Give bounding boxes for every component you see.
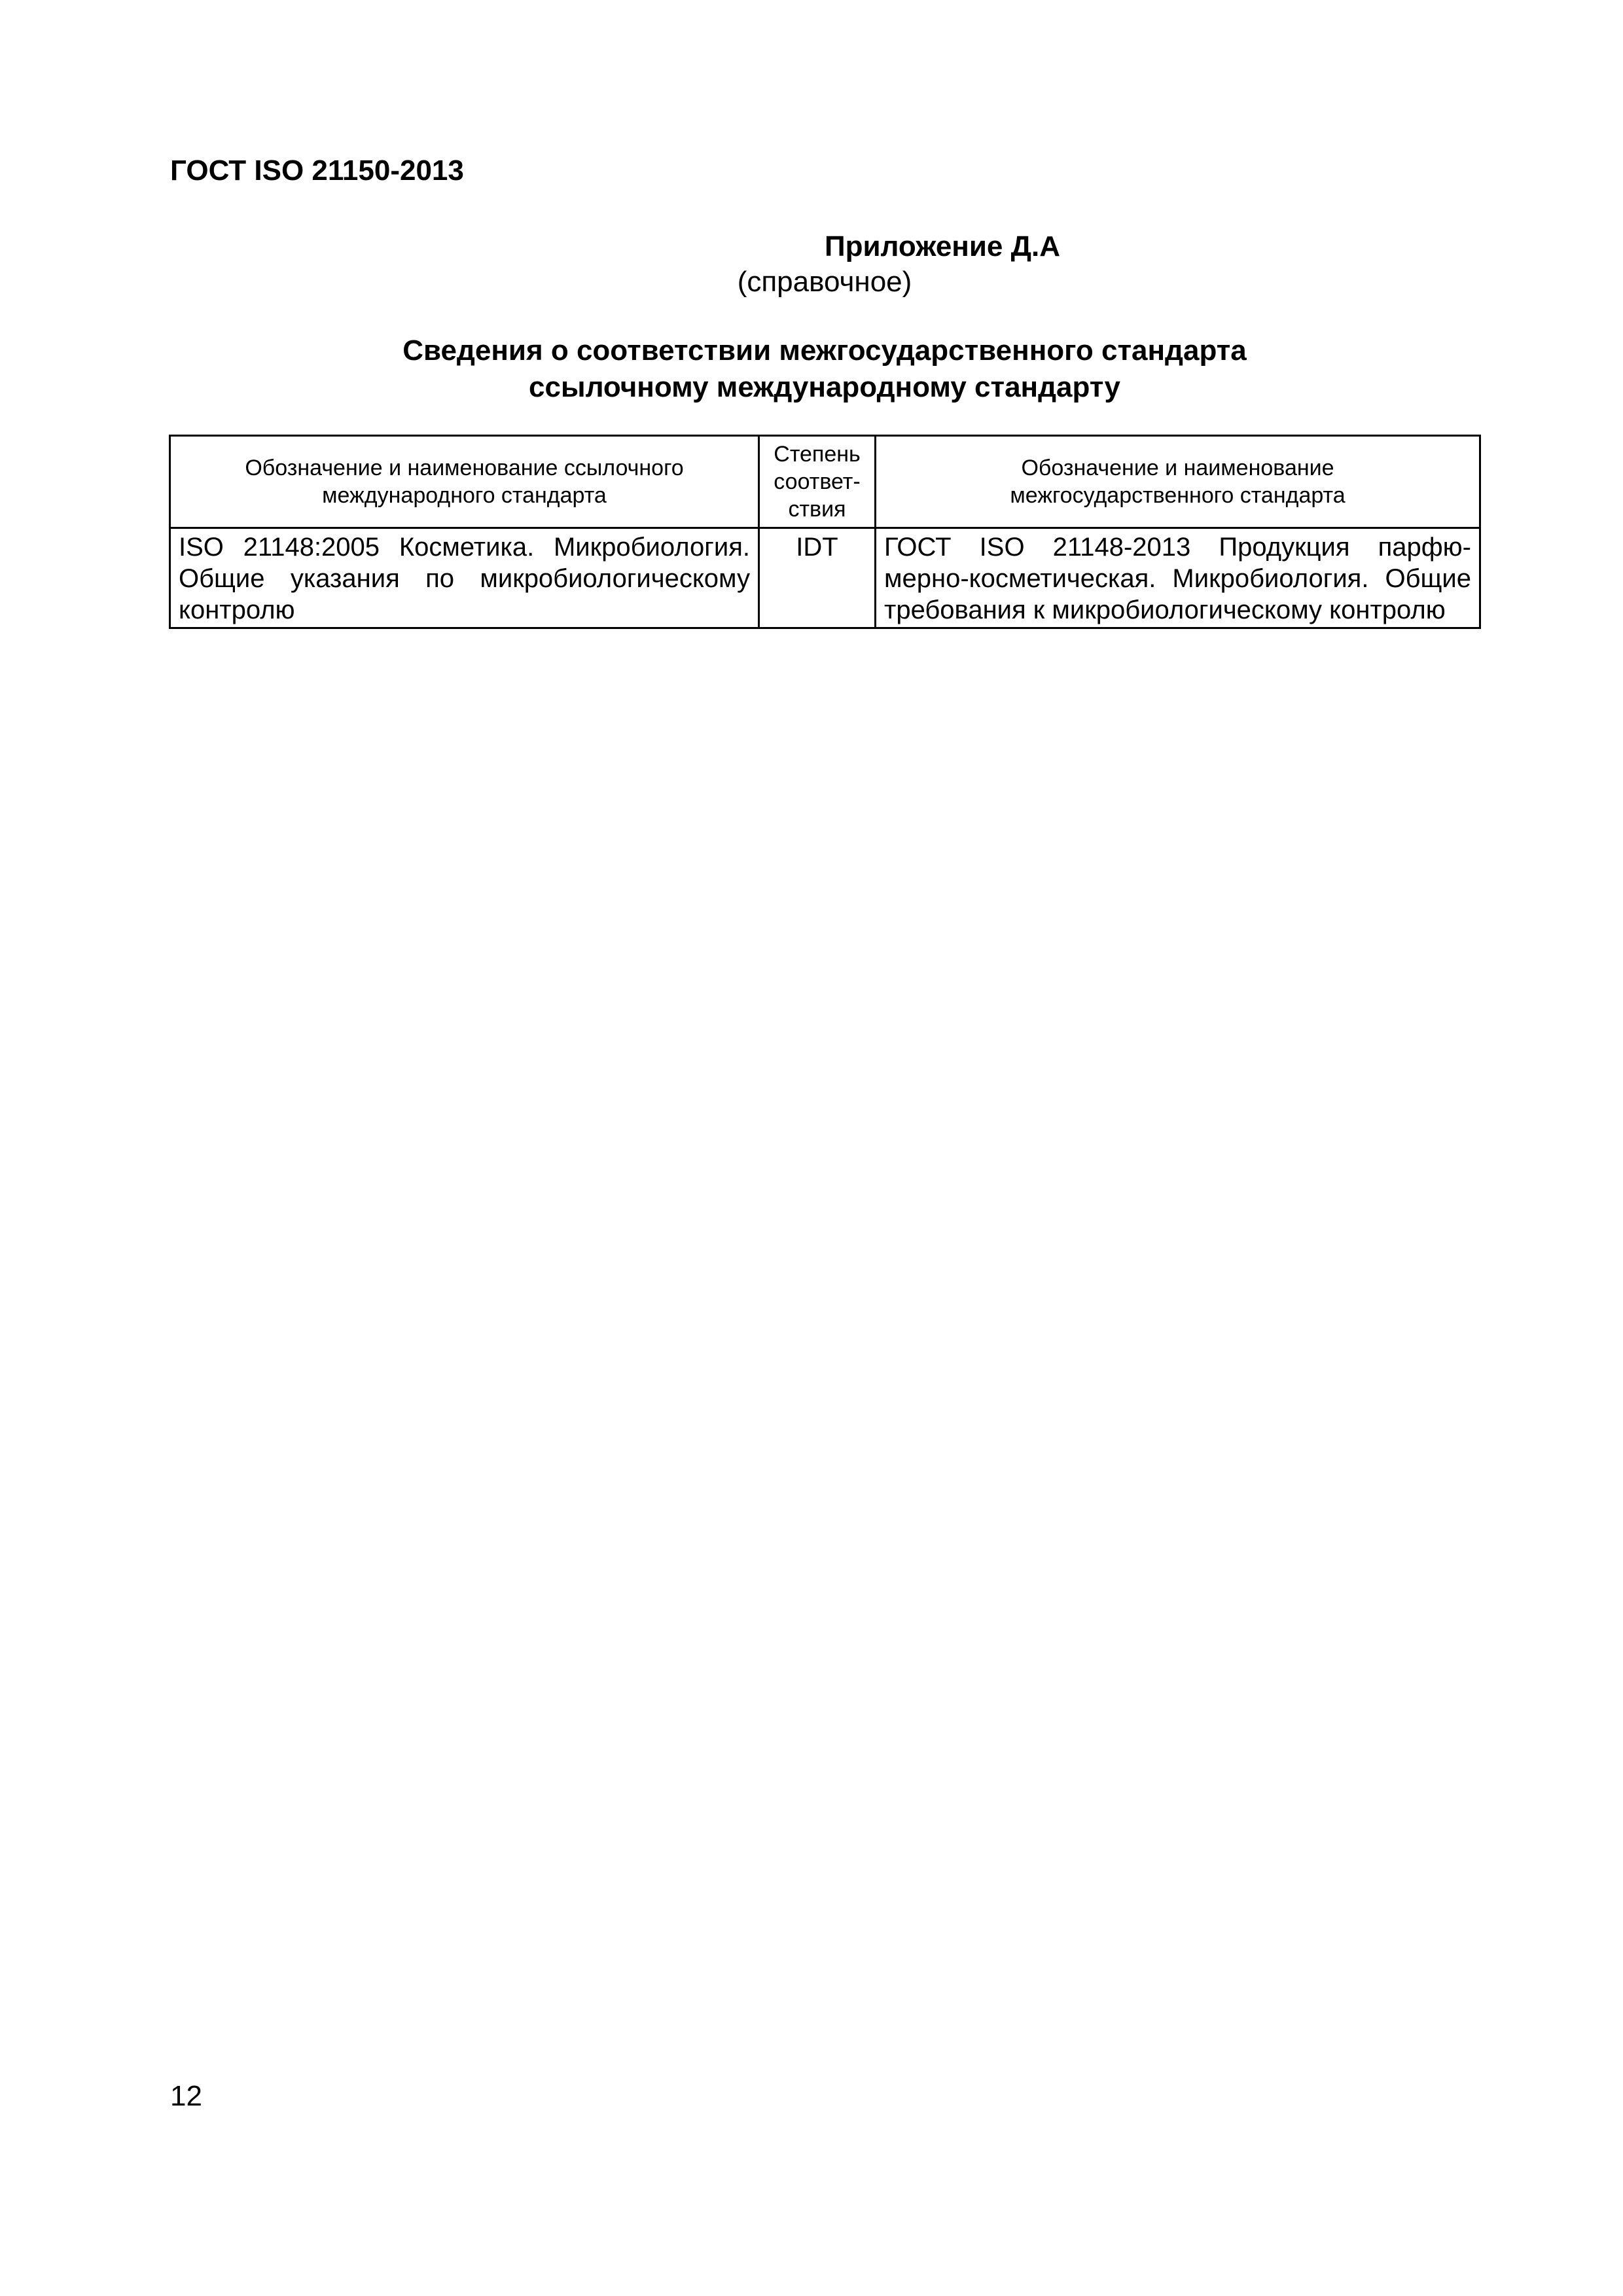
correspondence-table [169, 435, 1481, 629]
cell-reference-standard: ISO 21148:2005 Косметика. Микробиология. Общие указания по микробиологическому контролю [170, 528, 759, 628]
table-row [170, 528, 1480, 628]
cell-interstate-standard: ГОСТ ISO 21148-2013 Продукция парфю-мерно-косметическая. Микробиология. Общие требования к микробиологическому контролю [876, 528, 1480, 628]
page-number: 12 [170, 2080, 202, 2112]
section-title-line-2: ссылочному международному стандарту [529, 371, 1120, 403]
section-title [402, 332, 1247, 406]
document-code: ГОСТ ISO 21150-2013 [170, 154, 464, 187]
header-reference-standard: Обозначение и наименование ссылочного международного стандарта [170, 436, 759, 528]
cell-degree: IDT [759, 528, 876, 628]
table-header-row [170, 436, 1480, 528]
header-degree: Степень соответ-ствия [759, 436, 876, 528]
section-title-line-1: Сведения о соответствии межгосударственного стандарта [402, 334, 1247, 367]
appendix-subtitle: (справочное) [737, 266, 912, 298]
header-interstate-standard: Обозначение и наименование межгосударственного стандарта [876, 436, 1480, 528]
